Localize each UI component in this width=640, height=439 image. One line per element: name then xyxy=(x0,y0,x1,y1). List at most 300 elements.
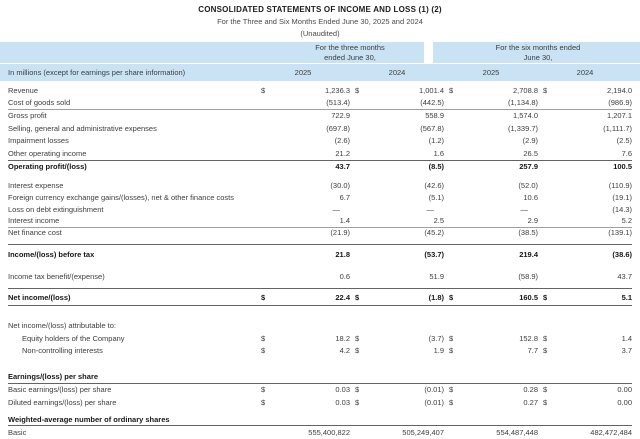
currency-symbol xyxy=(444,136,458,145)
cell-value: 51.9 xyxy=(429,271,444,281)
cell-value: (53.7) xyxy=(424,250,444,260)
cell-value: (14.3) xyxy=(612,204,632,214)
cell-value: 555,400,822 xyxy=(308,428,350,438)
table-row xyxy=(8,319,632,332)
table-row xyxy=(8,396,632,409)
row-label: Income tax benefit/(expense) xyxy=(8,271,105,281)
row-label: Net income/(loss) attributable to: xyxy=(8,320,116,330)
cell-value: (58.9) xyxy=(518,271,538,281)
row-label: Weighted-average number of ordinary shares xyxy=(8,414,170,424)
row-label: Income/(loss) before tax xyxy=(8,250,95,260)
cell-value: (1,111.7) xyxy=(603,123,632,133)
cell-value: 3.7 xyxy=(621,346,632,356)
currency-symbol xyxy=(256,98,270,107)
row-spacer xyxy=(0,357,640,371)
currency-symbol xyxy=(256,193,270,202)
table-row xyxy=(8,215,632,227)
currency-symbol xyxy=(444,272,458,281)
value-group xyxy=(350,334,444,343)
cell-value: 43.7 xyxy=(617,271,632,281)
value-group xyxy=(350,124,444,133)
row-label: Loss on debt extinguishment xyxy=(8,204,104,214)
currency-symbol xyxy=(444,149,458,158)
table-row xyxy=(8,203,632,215)
cell-value: (5.1) xyxy=(428,193,444,203)
table-row xyxy=(8,288,632,306)
value-group xyxy=(350,86,444,95)
value-group xyxy=(350,205,444,214)
currency-symbol: $ xyxy=(449,397,454,407)
currency-symbol xyxy=(350,98,364,107)
value-group xyxy=(256,124,350,133)
value-group xyxy=(256,136,350,145)
currency-symbol xyxy=(256,136,270,145)
currency-symbol xyxy=(350,111,364,120)
units-note: In millions (except for earnings per share information) xyxy=(8,68,186,77)
value-group xyxy=(538,124,632,133)
value-group xyxy=(256,228,350,237)
currency-symbol xyxy=(444,193,458,202)
value-group xyxy=(350,293,444,302)
cell-value: 2.5 xyxy=(433,216,444,226)
table-row xyxy=(8,332,632,345)
currency-symbol xyxy=(444,250,458,259)
currency-symbol xyxy=(538,181,552,190)
currency-symbol: $ xyxy=(543,397,548,407)
cell-value: 1,236.3 xyxy=(324,85,350,95)
cell-value: 2.9 xyxy=(527,216,538,226)
currency-symbol xyxy=(350,149,364,158)
value-group xyxy=(256,86,350,95)
row-label: Non-controlling interests xyxy=(22,346,103,356)
cell-value: 26.5 xyxy=(523,148,538,158)
cell-value: (3.7) xyxy=(428,333,444,343)
value-group xyxy=(444,216,538,225)
cell-value: 2,194.0 xyxy=(606,85,632,95)
value-group xyxy=(538,334,632,343)
document-header xyxy=(0,0,640,38)
year-label: 2024 xyxy=(388,68,406,77)
table-body xyxy=(0,81,640,439)
currency-symbol xyxy=(350,228,364,237)
currency-symbol xyxy=(538,428,552,437)
table-row xyxy=(8,244,632,264)
currency-symbol xyxy=(350,205,364,214)
cell-value: (1.2) xyxy=(428,136,444,146)
table-row xyxy=(8,414,632,427)
row-label: Diluted earnings/(loss) per share xyxy=(8,397,117,407)
value-group xyxy=(444,250,538,259)
currency-symbol xyxy=(538,136,552,145)
cell-value: 10.6 xyxy=(523,193,538,203)
currency-symbol xyxy=(538,250,552,259)
cell-value: (1,339.7) xyxy=(507,123,538,133)
value-group xyxy=(538,98,632,107)
value-group xyxy=(444,346,538,355)
currency-symbol xyxy=(256,272,270,281)
row-label: Cost of goods sold xyxy=(8,98,71,108)
value-group xyxy=(350,216,444,225)
cell-value: 1.4 xyxy=(621,333,632,343)
cell-value: (2.5) xyxy=(616,136,632,146)
value-group xyxy=(444,398,538,407)
cell-value: (1.8) xyxy=(428,292,444,302)
cell-value: 505,249,407 xyxy=(402,428,444,438)
value-group xyxy=(350,428,444,437)
value-group xyxy=(256,162,350,171)
row-label: Interest income xyxy=(8,216,60,226)
cell-value: 22.4 xyxy=(335,292,350,302)
cell-value: 100.5 xyxy=(613,161,632,171)
currency-symbol: $ xyxy=(543,333,548,343)
value-group xyxy=(538,162,632,171)
value-group xyxy=(350,111,444,120)
cell-value: 21.2 xyxy=(335,148,350,158)
currency-symbol xyxy=(538,149,552,158)
currency-symbol xyxy=(256,228,270,237)
cell-value: (139.1) xyxy=(608,228,632,238)
cell-value: 1.6 xyxy=(433,148,444,158)
cell-value: (21.9) xyxy=(330,228,350,238)
currency-symbol: $ xyxy=(449,85,454,95)
table-row xyxy=(8,227,632,239)
currency-symbol xyxy=(256,181,270,190)
cell-value: (697.8) xyxy=(326,123,350,133)
value-group xyxy=(538,293,632,302)
value-group xyxy=(350,136,444,145)
currency-symbol xyxy=(444,205,458,214)
cell-value: 152.8 xyxy=(519,333,538,343)
value-group xyxy=(444,86,538,95)
year-label: 2024 xyxy=(576,68,594,77)
value-group xyxy=(444,98,538,107)
row-spacer xyxy=(0,172,640,180)
cell-value: (986.9) xyxy=(608,98,632,108)
currency-symbol xyxy=(444,228,458,237)
cell-value: (2.9) xyxy=(522,136,538,146)
value-group xyxy=(256,193,350,202)
value-group xyxy=(350,250,444,259)
table-row xyxy=(8,426,632,439)
cell-value: 0.00 xyxy=(617,397,632,407)
value-group xyxy=(444,293,538,302)
row-label: Basic earnings/(loss) per share xyxy=(8,385,112,395)
value-group xyxy=(444,136,538,145)
value-group xyxy=(256,149,350,158)
currency-symbol xyxy=(256,149,270,158)
table-row xyxy=(8,97,632,110)
currency-symbol xyxy=(256,428,270,437)
table-row xyxy=(8,109,632,122)
value-group xyxy=(256,181,350,190)
value-group xyxy=(444,149,538,158)
cell-value: (513.4) xyxy=(326,98,350,108)
currency-symbol xyxy=(538,162,552,171)
cell-value: (0.01) xyxy=(424,397,444,407)
cell-value: (42.6) xyxy=(424,181,444,191)
cell-value: 1.4 xyxy=(339,216,350,226)
period-group-line1: For the six months ended xyxy=(495,43,581,52)
value-group xyxy=(256,205,350,214)
currency-symbol xyxy=(538,272,552,281)
value-group xyxy=(256,98,350,107)
cell-value: 257.9 xyxy=(519,161,538,171)
currency-symbol xyxy=(256,216,270,225)
cell-value: 160.5 xyxy=(519,292,538,302)
cell-value: 21.8 xyxy=(335,250,350,260)
currency-symbol xyxy=(444,98,458,107)
currency-symbol: $ xyxy=(355,333,360,343)
value-group xyxy=(350,346,444,355)
value-group xyxy=(538,385,632,394)
cell-value: (567.8) xyxy=(420,123,444,133)
row-label: Impairment losses xyxy=(8,136,69,146)
cell-value: 482,472,484 xyxy=(590,428,632,438)
unaudited-note: (Unaudited) xyxy=(300,29,340,38)
value-group xyxy=(350,162,444,171)
value-group xyxy=(444,272,538,281)
currency-symbol xyxy=(444,428,458,437)
row-label: Selling, general and administrative expenses xyxy=(8,123,157,133)
value-group xyxy=(444,385,538,394)
value-group xyxy=(444,162,538,171)
currency-symbol: $ xyxy=(261,292,266,302)
cell-value: (52.0) xyxy=(518,181,538,191)
cell-value: (2.6) xyxy=(334,136,350,146)
value-group xyxy=(350,193,444,202)
cell-value: 2,708.8 xyxy=(512,85,538,95)
currency-symbol xyxy=(538,111,552,120)
cell-value: 722.9 xyxy=(331,111,350,121)
currency-symbol: $ xyxy=(449,385,454,395)
period-group-line2: ended June 30, xyxy=(324,52,376,62)
currency-symbol: $ xyxy=(261,397,266,407)
table-row xyxy=(8,134,632,147)
table-row xyxy=(8,180,632,192)
currency-symbol xyxy=(350,272,364,281)
cell-value: 1,574.0 xyxy=(512,111,538,121)
currency-symbol xyxy=(538,124,552,133)
table-row xyxy=(8,147,632,160)
cell-value: 0.6 xyxy=(339,271,350,281)
value-group xyxy=(256,385,350,394)
cell-value: 0.00 xyxy=(617,385,632,395)
currency-symbol xyxy=(350,193,364,202)
value-group xyxy=(538,272,632,281)
cell-value: 5.1 xyxy=(621,292,632,302)
value-group xyxy=(444,228,538,237)
period-group-line1: For the three months xyxy=(315,43,385,52)
cell-value: 7.6 xyxy=(621,148,632,158)
value-group xyxy=(538,250,632,259)
currency-symbol xyxy=(350,216,364,225)
table-row xyxy=(8,192,632,204)
cell-value: (45.2) xyxy=(424,228,444,238)
currency-symbol: $ xyxy=(449,292,454,302)
table-row xyxy=(8,344,632,357)
table-row xyxy=(8,160,632,173)
period-group-six-months xyxy=(444,43,632,62)
cell-value: 0.28 xyxy=(523,385,538,395)
cell-value: (38.6) xyxy=(612,250,632,260)
currency-symbol xyxy=(350,162,364,171)
currency-symbol xyxy=(350,250,364,259)
header-years-band xyxy=(0,64,640,81)
value-group xyxy=(256,334,350,343)
value-group xyxy=(256,216,350,225)
cell-value: 0.03 xyxy=(335,385,350,395)
cell-value: 7.7 xyxy=(527,346,538,356)
cell-value: 18.2 xyxy=(335,333,350,343)
value-group xyxy=(538,193,632,202)
currency-symbol: $ xyxy=(261,333,266,343)
cell-value: 554,487,448 xyxy=(496,428,538,438)
value-group xyxy=(350,98,444,107)
currency-symbol xyxy=(444,162,458,171)
value-group xyxy=(538,181,632,190)
row-spacer xyxy=(0,306,640,319)
currency-symbol xyxy=(256,111,270,120)
cell-value: 1,001.4 xyxy=(418,85,444,95)
table-row xyxy=(8,84,632,97)
table-row xyxy=(8,122,632,135)
cell-value: — xyxy=(332,204,340,214)
currency-symbol: $ xyxy=(261,85,266,95)
value-group xyxy=(256,428,350,437)
value-group xyxy=(350,181,444,190)
currency-symbol: $ xyxy=(261,346,266,356)
currency-symbol xyxy=(350,428,364,437)
currency-symbol: $ xyxy=(543,385,548,395)
value-group xyxy=(256,272,350,281)
value-group xyxy=(350,398,444,407)
currency-symbol xyxy=(538,205,552,214)
cell-value: 0.27 xyxy=(523,397,538,407)
cell-value: 1,207.1 xyxy=(606,111,632,121)
cell-value: (30.0) xyxy=(330,181,350,191)
currency-symbol: $ xyxy=(543,85,548,95)
currency-symbol: $ xyxy=(449,346,454,356)
currency-symbol: $ xyxy=(449,333,454,343)
row-label: Gross profit xyxy=(8,111,47,121)
value-group xyxy=(538,228,632,237)
currency-symbol xyxy=(538,216,552,225)
row-label: Foreign currency exchange gains/(losses), net & other finance costs xyxy=(8,193,234,203)
row-label: Net income/(loss) xyxy=(8,292,71,302)
row-label: Earnings/(loss) per share xyxy=(8,372,99,382)
value-group xyxy=(444,124,538,133)
value-group xyxy=(350,272,444,281)
cell-value: 0.03 xyxy=(335,397,350,407)
currency-symbol xyxy=(538,228,552,237)
currency-symbol xyxy=(350,181,364,190)
currency-symbol: $ xyxy=(355,385,360,395)
row-label: Operating profit/(loss) xyxy=(8,161,87,171)
row-label: Equity holders of the Company xyxy=(22,333,125,343)
cell-value: (1,134.8) xyxy=(507,98,538,108)
cell-value: 4.2 xyxy=(339,346,350,356)
currency-symbol xyxy=(350,124,364,133)
table-row xyxy=(8,264,632,288)
currency-symbol: $ xyxy=(543,292,548,302)
row-label: Net finance cost xyxy=(8,228,62,238)
page-title: CONSOLIDATED STATEMENTS OF INCOME AND LOSS (1) (2) xyxy=(198,5,442,14)
value-group xyxy=(444,334,538,343)
cell-value: (38.5) xyxy=(518,228,538,238)
currency-symbol: $ xyxy=(355,397,360,407)
year-label: 2025 xyxy=(482,68,500,77)
period-group-line2: June 30, xyxy=(523,52,553,62)
value-group xyxy=(350,385,444,394)
row-label: Other operating income xyxy=(8,148,87,158)
value-group xyxy=(538,216,632,225)
currency-symbol xyxy=(444,216,458,225)
cell-value: 43.7 xyxy=(335,161,350,171)
cell-value: — xyxy=(520,204,528,214)
currency-symbol xyxy=(256,250,270,259)
cell-value: (0.01) xyxy=(424,385,444,395)
currency-symbol xyxy=(538,193,552,202)
cell-value: (110.9) xyxy=(608,181,632,191)
value-group xyxy=(256,346,350,355)
value-group xyxy=(350,228,444,237)
value-group xyxy=(256,250,350,259)
table-row xyxy=(8,371,632,384)
cell-value: 5.2 xyxy=(621,216,632,226)
currency-symbol: $ xyxy=(543,346,548,356)
table-row xyxy=(8,384,632,397)
currency-symbol: $ xyxy=(355,85,360,95)
currency-symbol xyxy=(444,181,458,190)
currency-symbol: $ xyxy=(355,346,360,356)
value-group xyxy=(256,111,350,120)
year-label: 2025 xyxy=(294,68,312,77)
period-group-three-months xyxy=(256,43,444,62)
row-label: Basic xyxy=(8,428,27,438)
cell-value: (8.5) xyxy=(428,161,444,171)
currency-symbol xyxy=(256,205,270,214)
currency-symbol xyxy=(538,98,552,107)
currency-symbol: $ xyxy=(261,385,266,395)
cell-value: 219.4 xyxy=(519,250,538,260)
value-group xyxy=(444,193,538,202)
value-group xyxy=(256,398,350,407)
value-group xyxy=(538,205,632,214)
table-header xyxy=(0,42,640,81)
currency-symbol xyxy=(256,162,270,171)
value-group xyxy=(538,398,632,407)
page-subtitle: For the Three and Six Months Ended June 30, 2025 and 2024 xyxy=(217,17,423,26)
currency-symbol xyxy=(256,124,270,133)
value-group xyxy=(444,181,538,190)
value-group xyxy=(538,428,632,437)
cell-value: 558.9 xyxy=(425,111,444,121)
value-group xyxy=(444,205,538,214)
cell-value: 1.9 xyxy=(433,346,444,356)
value-group xyxy=(444,428,538,437)
value-group xyxy=(538,149,632,158)
cell-value: — xyxy=(426,204,434,214)
value-group xyxy=(538,136,632,145)
cell-value: (19.1) xyxy=(612,193,632,203)
cell-value: (442.5) xyxy=(420,98,444,108)
value-group xyxy=(538,111,632,120)
currency-symbol: $ xyxy=(355,292,360,302)
row-label: Interest expense xyxy=(8,181,64,191)
currency-symbol xyxy=(444,111,458,120)
value-group xyxy=(444,111,538,120)
cell-value: 6.7 xyxy=(339,193,350,203)
